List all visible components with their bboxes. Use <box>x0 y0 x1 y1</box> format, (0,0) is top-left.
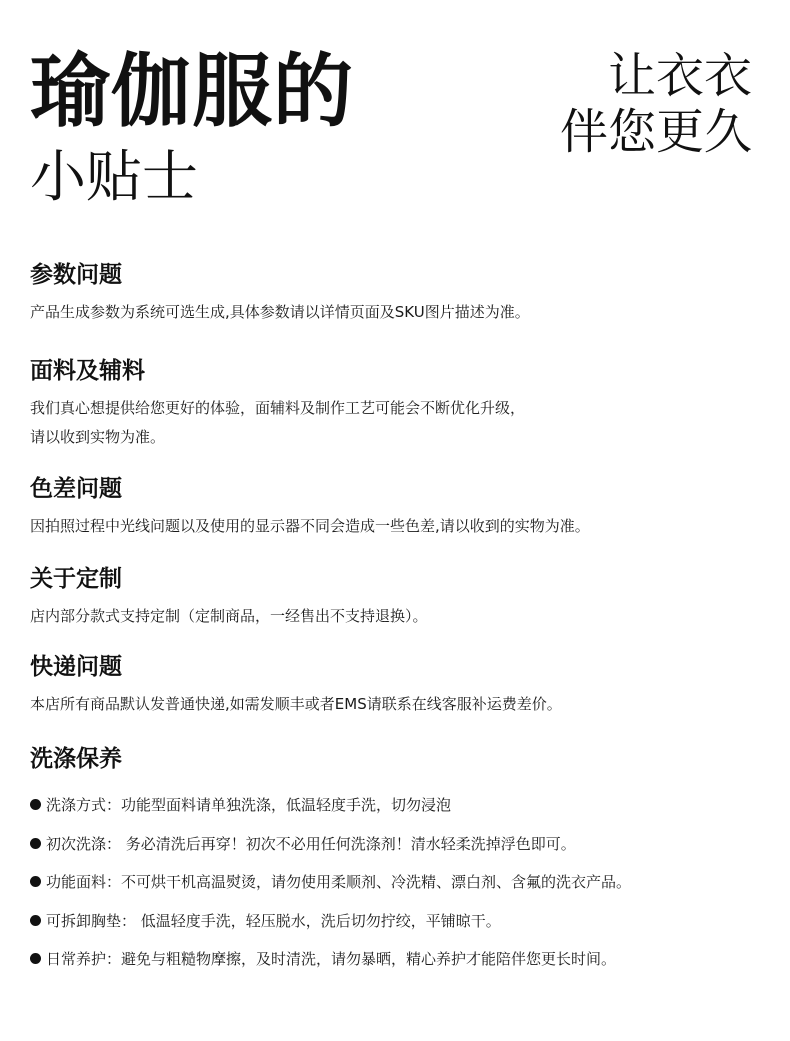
section-text: 因拍照过程中光线问题以及使用的显示器不同会造成一些色差,请以收到的实物为准。 <box>30 516 590 535</box>
section-text: 店内部分款式支持定制（定制商品，一经售出不支持退换）。 <box>30 606 428 625</box>
care-list <box>30 786 770 979</box>
care-item-text: 初次洗涤： 务必清洗后再穿！初次不必用任何洗涤剂！清水轻柔洗掉浮色即可。 <box>46 834 576 853</box>
section-text-line: 请以收到实物为准。 <box>30 427 166 446</box>
section-color <box>30 476 770 541</box>
section-heading: 关于定制 <box>30 566 122 592</box>
care-item-text: 日常养护：避免与粗糙物摩擦，及时清洗，请勿暴晒，精心养护才能陪伴您更长时间。 <box>46 950 617 969</box>
care-item <box>30 786 770 825</box>
care-item <box>30 901 770 940</box>
section-heading: 洗涤保养 <box>30 746 122 772</box>
section-care <box>30 746 770 978</box>
section-text: 本店所有商品默认发普通快递,如需发顺丰或者EMS请联系在线客服补运费差价。 <box>30 694 562 713</box>
bullet-icon <box>30 838 41 849</box>
bullet-icon <box>30 915 41 926</box>
section-fabric <box>30 358 770 452</box>
section-heading: 快递问题 <box>30 654 122 680</box>
section-shipping <box>30 654 770 719</box>
section-heading: 色差问题 <box>30 476 122 502</box>
care-item <box>30 824 770 863</box>
care-item <box>30 863 770 902</box>
section-custom <box>30 566 770 631</box>
section-heading: 参数问题 <box>30 262 122 288</box>
slogan-line-2: 伴您更久 <box>559 104 752 160</box>
care-item-text: 功能面料：不可烘干机高温熨烫，请勿使用柔顺剂、冷洗精、漂白剂、含氟的洗衣产品。 <box>46 873 632 892</box>
bullet-icon <box>30 876 41 887</box>
section-text-line: 我们真心想提供给您更好的体验，面辅料及制作工艺可能会不断优化升级， <box>30 398 526 417</box>
page-subtitle: 小贴士 <box>30 145 198 210</box>
slogan-line-1: 让衣衣 <box>607 48 752 104</box>
care-item <box>30 940 770 979</box>
bullet-icon <box>30 799 41 810</box>
care-item-text: 洗涤方式：功能型面料请单独洗涤，低温轻度手洗，切勿浸泡 <box>46 796 452 815</box>
section-heading: 面料及辅料 <box>30 358 145 384</box>
bullet-icon <box>30 953 41 964</box>
page-title: 瑜伽服的 <box>30 45 354 138</box>
section-text: 产品生成参数为系统可选生成,具体参数请以详情页面及SKU图片描述为准。 <box>30 302 530 321</box>
care-item-text: 可拆卸胸垫： 低温轻度手洗，轻压脱水，洗后切勿拧绞，平铺晾干。 <box>46 911 501 930</box>
section-text <box>30 394 770 452</box>
section-params <box>30 262 770 327</box>
